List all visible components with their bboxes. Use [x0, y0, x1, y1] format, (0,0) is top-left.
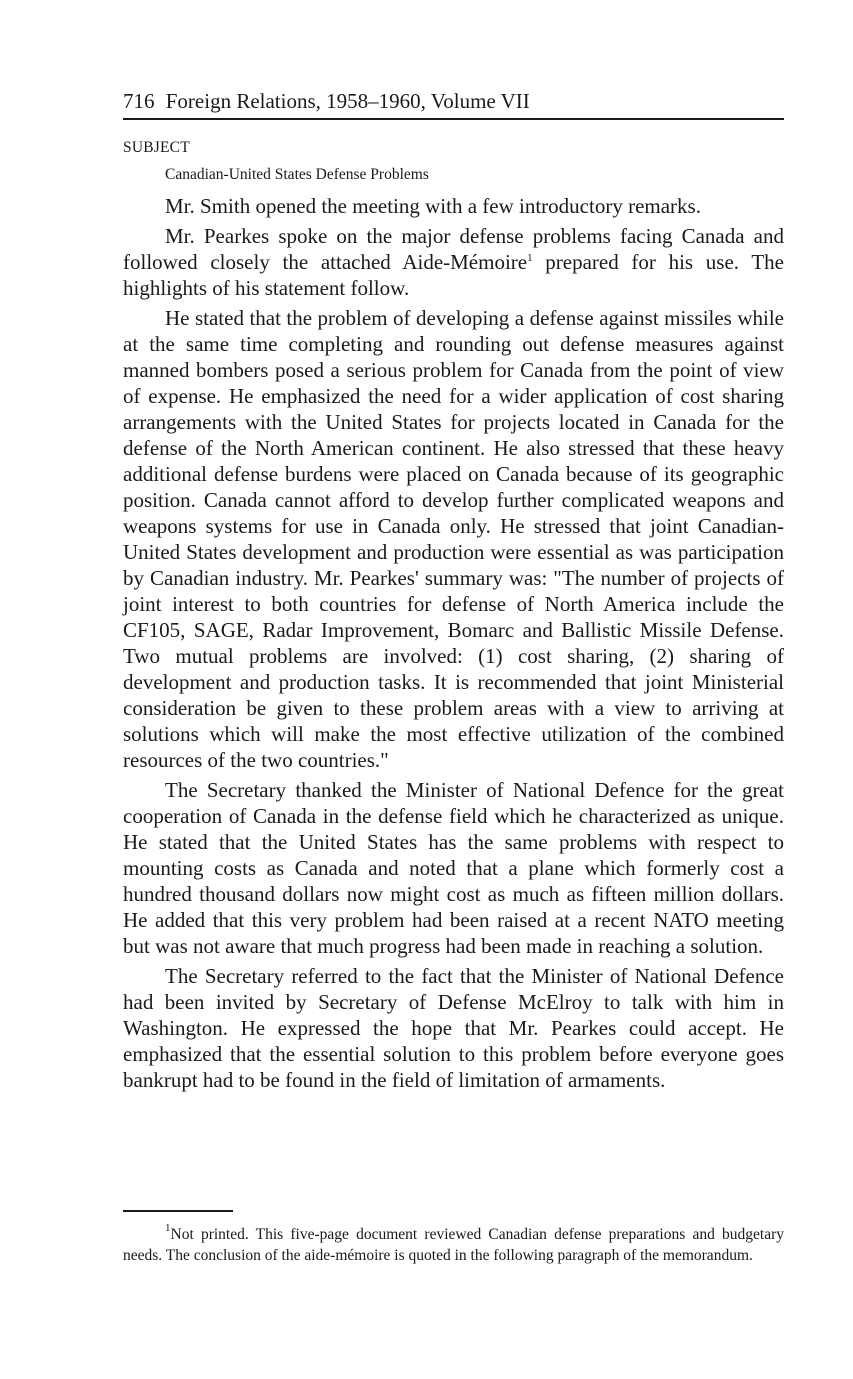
- footnote-marker: 1: [165, 1222, 171, 1234]
- footnote-rule: [123, 1210, 233, 1212]
- paragraph-text: Mr. Pearkes spoke on the major defense problems facing Canada and followed closely the attached Aide-Mémoire: [123, 224, 784, 274]
- page-number: 716: [123, 89, 155, 113]
- paragraph-pearkes-intro: [123, 223, 784, 301]
- memorandum-body: [123, 193, 784, 1093]
- subject-text: Canadian-United States Defense Problems: [165, 166, 429, 183]
- subject-label: SUBJECT: [123, 139, 190, 156]
- paragraph-secretary-thanks: The Secretary thanked the Minister of National Defence for the great cooperation of Canada in the defense field which he characterized as unique. He stated that the United States has the same problems with respect to mounting costs as Canada and noted that a plane which formerly cost a hundred thousand dollars now might cost as much as fifteen million dollars. He added that this very problem had been raised at a recent NATO meeting but was not aware that much progress had been made in reaching a solution.: [123, 778, 784, 958]
- footnote: [123, 1224, 784, 1266]
- footnote-reference[interactable]: 1: [527, 252, 533, 264]
- paragraph-pearkes-statement: He stated that the problem of developing a defense against missiles while at the same time completing and rounding out defense measures against manned bombers posed a serious problem for Canada from the point of view of expense. He emphasized the need for a wider application of cost sharing arrangements with the United States for projects located in Canada for the defense of the North American continent. He also stressed that these heavy additional defense burdens were placed on Canada because of its geographic position. Canada cannot afford to develop further complicated weapons and weapons systems for use in Canada only. He stressed that joint Canadian-United States development and production were essential as was participation by Canadian industry. Mr. Pearkes' summary was: "The number of projects of joint interest to both countries for defense of North America include the CF105, SAGE, Radar Improvement, Bomarc and Ballistic Missile Defense. Two mutual problems are involved: (1) cost sharing, (2) sharing of development and production tasks. It is recommended that joint Ministerial consideration be given to these problem areas with a view to arriving at solutions which will make the most effective utilization of the combined resources of the two countries.": [123, 306, 784, 772]
- volume-title: Foreign Relations, 1958–1960, Volume VII: [165, 89, 530, 113]
- running-head: [123, 86, 784, 120]
- footnote-text: Not printed. This five-page document reviewed Canadian defense preparations and budgetary needs. The conclusion of the aide-mémoire is quoted in the following paragraph of the memorandum.: [123, 1226, 784, 1264]
- paragraph-opening: Mr. Smith opened the meeting with a few introductory remarks.: [165, 194, 701, 218]
- paragraph-text: prepared for his use. The highlights of his statement follow.: [123, 250, 784, 300]
- page-content: [123, 86, 784, 1093]
- paragraph-secretary-washington: The Secretary referred to the fact that the Minister of National Defence had been invited by Secretary of Defense McElroy to talk with him in Washington. He expressed the hope that Mr. Pearkes could accept. He emphasized that the essential solution to this problem before everyone goes bankrupt had to be found in the field of limitation of armaments.: [123, 964, 784, 1092]
- footnote-body: [123, 1224, 784, 1266]
